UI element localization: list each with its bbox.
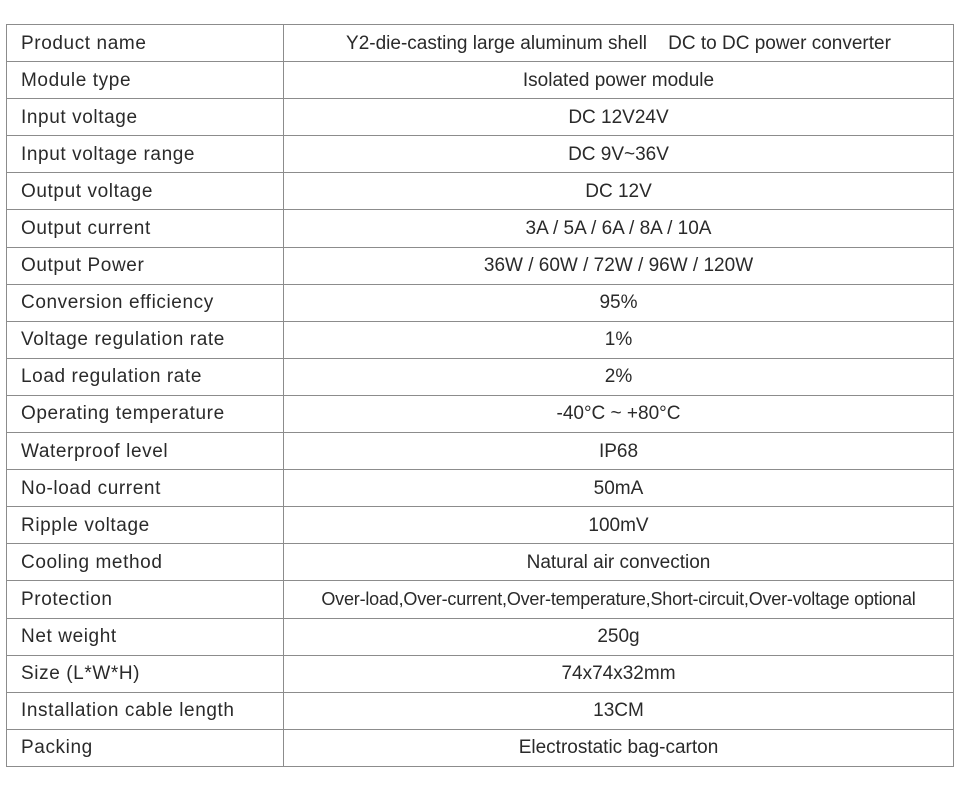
spec-value: -40°C ~ +80°C [284, 395, 954, 432]
spec-value: Natural air convection [284, 544, 954, 581]
spec-value: DC 12V [284, 173, 954, 210]
table-row [7, 136, 954, 173]
table-row [7, 581, 954, 618]
spec-label: Input voltage range [7, 136, 284, 173]
spec-value: 100mV [284, 507, 954, 544]
spec-label: Protection [7, 581, 284, 618]
spec-value: DC 12V24V [284, 99, 954, 136]
spec-label: Module type [7, 62, 284, 99]
table-row [7, 321, 954, 358]
table-row [7, 358, 954, 395]
spec-value: 250g [284, 618, 954, 655]
spec-label: Installation cable length [7, 692, 284, 729]
spec-value: 2% [284, 358, 954, 395]
spec-value: 36W / 60W / 72W / 96W / 120W [284, 247, 954, 284]
table-row [7, 655, 954, 692]
table-row [7, 62, 954, 99]
spec-label: Net weight [7, 618, 284, 655]
spec-label: Output Power [7, 247, 284, 284]
table-row [7, 25, 954, 62]
spec-value: Y2-die-casting large aluminum shell DC to DC power converter [284, 25, 954, 62]
table-row [7, 247, 954, 284]
spec-value: Isolated power module [284, 62, 954, 99]
spec-label: Cooling method [7, 544, 284, 581]
table-row [7, 692, 954, 729]
table-row [7, 729, 954, 766]
spec-label: Product name [7, 25, 284, 62]
spec-label: No-load current [7, 470, 284, 507]
spec-value: Over-load,Over-current,Over-temperature,Short-circuit,Over-voltage optional [284, 581, 954, 618]
spec-label: Load regulation rate [7, 358, 284, 395]
spec-value: Electrostatic bag-carton [284, 729, 954, 766]
table-row [7, 618, 954, 655]
spec-table [6, 24, 954, 767]
table-row [7, 99, 954, 136]
spec-value: 1% [284, 321, 954, 358]
spec-label: Output current [7, 210, 284, 247]
spec-value: 95% [284, 284, 954, 321]
table-row [7, 507, 954, 544]
table-row [7, 433, 954, 470]
spec-value: 74x74x32mm [284, 655, 954, 692]
table-row [7, 210, 954, 247]
spec-label: Operating temperature [7, 395, 284, 432]
spec-label: Conversion efficiency [7, 284, 284, 321]
spec-label: Voltage regulation rate [7, 321, 284, 358]
spec-value: 13CM [284, 692, 954, 729]
spec-label: Packing [7, 729, 284, 766]
table-row [7, 395, 954, 432]
spec-value: DC 9V~36V [284, 136, 954, 173]
table-row [7, 470, 954, 507]
table-row [7, 284, 954, 321]
table-row [7, 173, 954, 210]
table-row [7, 544, 954, 581]
spec-label: Ripple voltage [7, 507, 284, 544]
spec-value: 50mA [284, 470, 954, 507]
spec-label: Waterproof level [7, 433, 284, 470]
spec-label: Output voltage [7, 173, 284, 210]
spec-value: 3A / 5A / 6A / 8A / 10A [284, 210, 954, 247]
spec-label: Size (L*W*H) [7, 655, 284, 692]
spec-value: IP68 [284, 433, 954, 470]
spec-label: Input voltage [7, 99, 284, 136]
